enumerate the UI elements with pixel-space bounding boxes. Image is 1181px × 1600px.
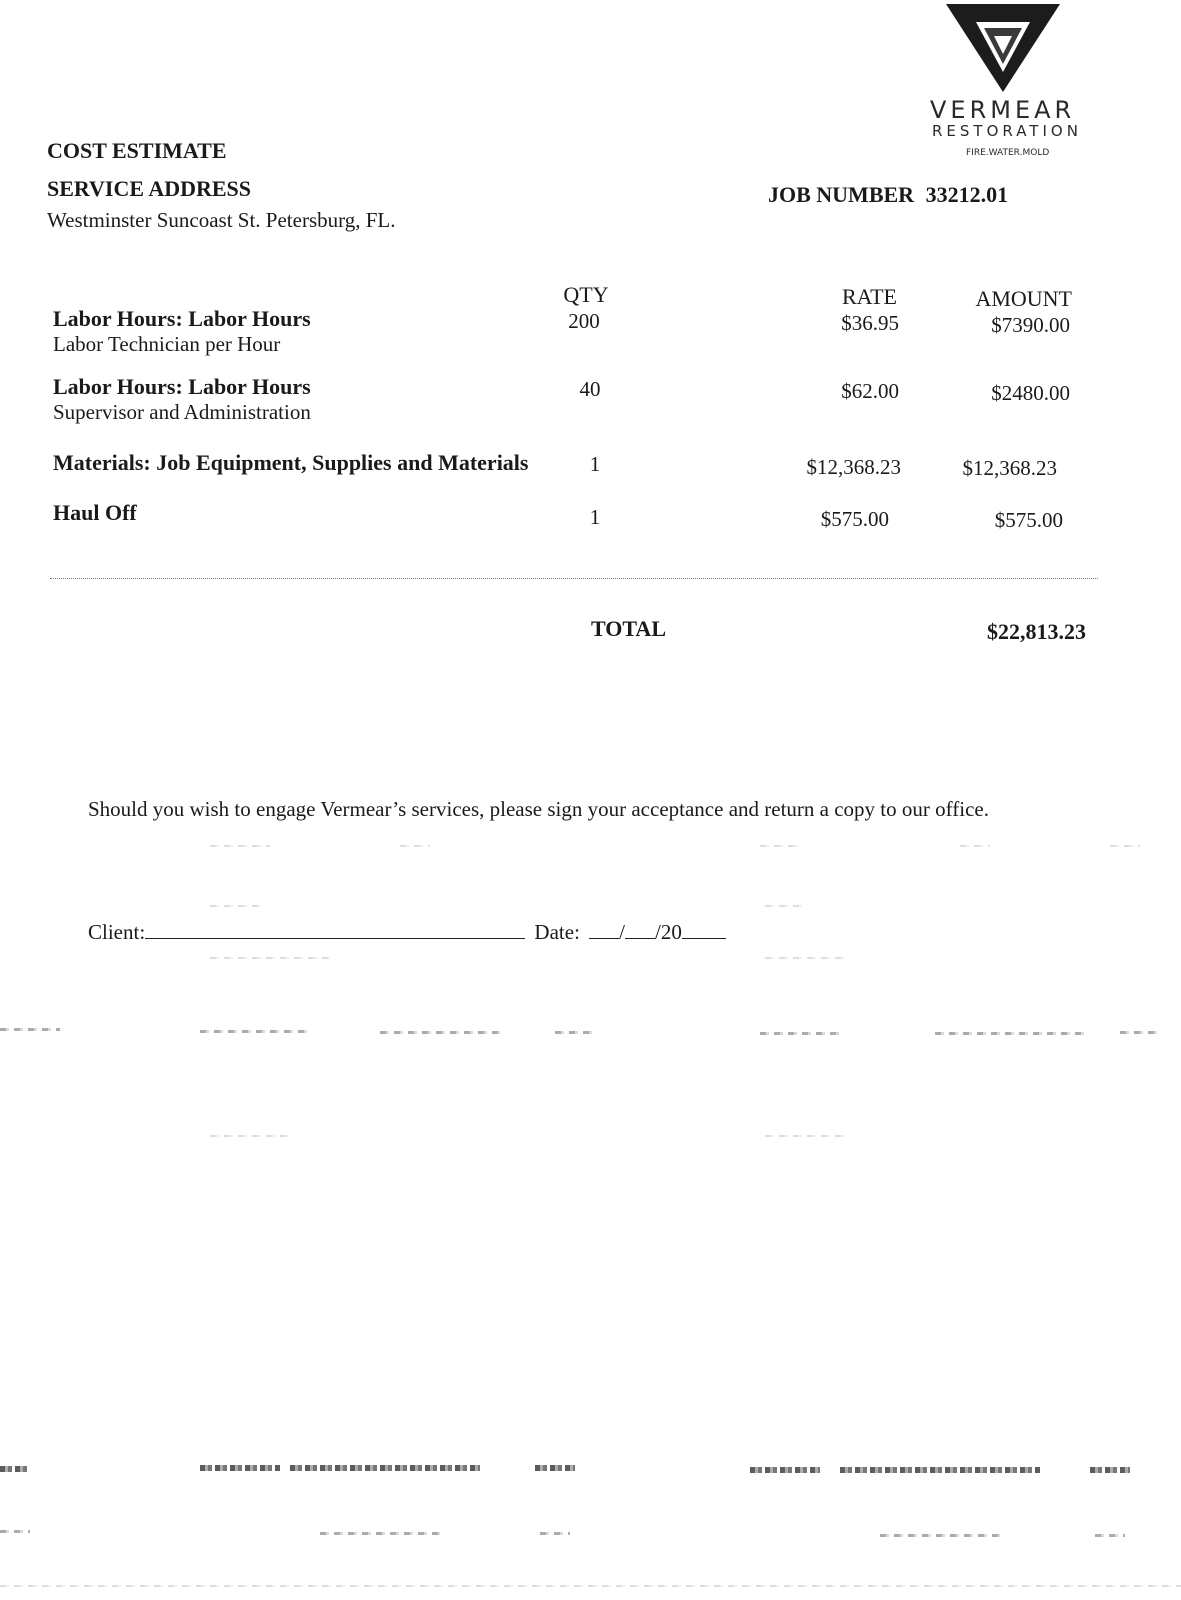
row-detail: Labor Technician per Hour xyxy=(53,332,281,356)
acceptance-text: Should you wish to engage Vermear’s services, please sign your acceptance and return a copy to our office. xyxy=(88,797,989,821)
service-address-value: Westminster Suncoast St. Petersburg, FL. xyxy=(47,208,396,232)
row-rate: $36.95 xyxy=(841,311,899,335)
vermear-v-logo-icon xyxy=(938,2,1068,94)
date-century: /20 xyxy=(655,920,682,944)
date-label: Date: xyxy=(534,920,580,944)
row-rate: $62.00 xyxy=(841,379,899,403)
row-amount: $12,368.23 xyxy=(962,456,1057,480)
date-separator: / xyxy=(619,920,625,944)
row-qty: 200 xyxy=(568,309,600,333)
date-year-line[interactable] xyxy=(682,918,726,939)
logo-brand-name: VERMEAR xyxy=(930,96,1076,124)
date-month-line[interactable] xyxy=(589,918,619,939)
row-qty: 1 xyxy=(589,452,601,476)
logo-sub-name: RESTORATION xyxy=(932,122,1082,140)
job-number-label: JOB NUMBER xyxy=(768,182,915,207)
row-title: Labor Hours: Labor Hours xyxy=(53,374,311,399)
row-qty: 40 xyxy=(579,377,601,401)
vermear-logo xyxy=(930,2,1100,158)
row-rate: $12,368.23 xyxy=(806,455,901,479)
amount-header: AMOUNT xyxy=(975,286,1072,311)
total-label: TOTAL xyxy=(591,616,666,641)
date-day-line[interactable] xyxy=(625,918,655,939)
row-amount: $575.00 xyxy=(994,508,1063,532)
row-rate: $575.00 xyxy=(820,507,889,531)
row-detail: Supervisor and Administration xyxy=(53,400,311,424)
qty-header: QTY xyxy=(563,282,609,307)
client-signature-line[interactable] xyxy=(145,918,525,939)
total-value: $22,813.23 xyxy=(987,619,1086,644)
rate-header: RATE xyxy=(842,284,897,309)
client-label: Client: xyxy=(88,920,146,944)
row-amount: $2480.00 xyxy=(991,381,1070,405)
total-divider xyxy=(50,578,1098,579)
row-title: Haul Off xyxy=(53,500,137,525)
row-qty: 1 xyxy=(589,505,601,529)
logo-tagline: FIRE.WATER.MOLD xyxy=(966,148,1050,158)
signature-block xyxy=(88,918,726,945)
row-amount: $7390.00 xyxy=(991,313,1070,337)
row-title: Materials: Job Equipment, Supplies and Materials xyxy=(53,450,529,475)
job-number xyxy=(768,182,1008,208)
row-title: Labor Hours: Labor Hours xyxy=(53,306,311,331)
page-title: COST ESTIMATE xyxy=(47,138,227,163)
service-address-label: SERVICE ADDRESS xyxy=(47,176,252,201)
job-number-value: 33212.01 xyxy=(925,182,1009,207)
